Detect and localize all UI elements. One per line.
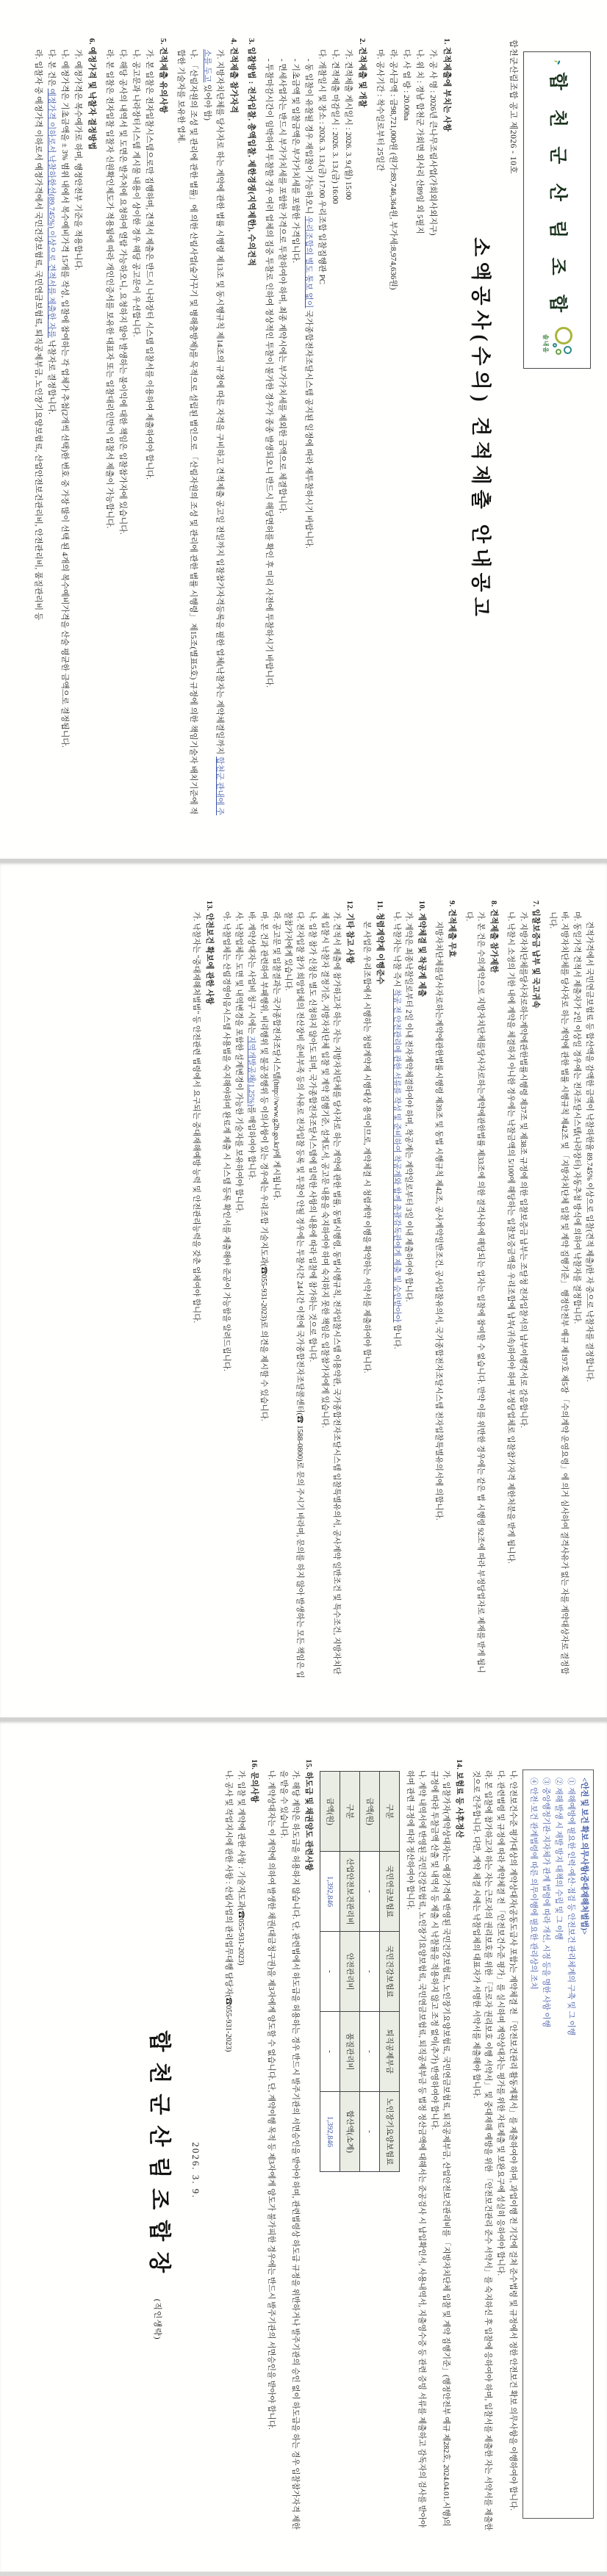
table-cell: - bbox=[320, 1932, 340, 2012]
list-item bbox=[342, 38, 354, 820]
list-item bbox=[387, 38, 399, 820]
list-item bbox=[517, 901, 528, 1679]
text-segment: 지역개발공채(1.25%) bbox=[246, 1036, 255, 1107]
text-segment: 15. 하도급 및 채권양도 관련사항 bbox=[304, 1759, 312, 1872]
section-heading bbox=[530, 901, 542, 1679]
list-item bbox=[318, 901, 342, 1679]
list-item bbox=[190, 901, 201, 1679]
page-2 bbox=[0, 859, 607, 1717]
section-heading bbox=[356, 38, 368, 820]
text-segment: 마. 공사기간 : 착수일로부터 25일간 bbox=[376, 49, 385, 171]
list-item bbox=[245, 901, 256, 1679]
text-segment: 아. bbox=[221, 912, 230, 923]
table-header-cell: 노인장기요양보험료 bbox=[379, 2092, 399, 2172]
text-segment: 가. 지방자치단체를 당사자로 하는 계약에 관한 법률 시행령 제13조 및 동시행규칙 제14조의 규정에 따른 자격을 구비하고 견적제출 공고일 전일까지 입찰참가자격등록을 필한 업체(낙찰자는 계약체결일까지 bbox=[215, 49, 224, 757]
list-item bbox=[426, 38, 439, 820]
list-item bbox=[400, 38, 412, 820]
text-segment: 나. 낙찰시 소정의 기한 내에 계약을 체결하지 아니한 경우에는 낙찰금액의 5/100에 해당하는 입찰보증금액을 우리조합에 납부(귀속)하여야 하며 부정당업체로 입찰참가자격 제한처분을 받게 됩니다. bbox=[506, 912, 514, 1564]
doc-number: 합천군산림조합 공고 제2026 - 10호 bbox=[509, 40, 517, 175]
text-segment: 라. 입찰자 중 예정가격 이하로서 예정가격에서 국민건강보험료, 국민연금보험료, 퇴직공제부금, 노인장기요양보험료, 산업안전보건관리비, 안전관리비, 품질관리비 등 bbox=[33, 49, 43, 621]
text-segment: 라. 공고문 및 입찰결과는 국가종합전자조달시스템(http://www.g2b.go.kr)에 게시됩니다. bbox=[271, 912, 280, 1200]
text-segment: 나. 입찰 참가 신청은 별도 신청하지 않아도 되며, 국가종합전자조달시스템에 입력한 사항의 내용에 따라 입찰에 참가하는 것으로 합니다. bbox=[308, 912, 317, 1363]
text-segment: 나. 낙찰자는 낙찰 즉시 bbox=[392, 912, 401, 989]
text-segment: 가. 입찰가자(계약상대자)는 예정가격에 반영된 국민건강보험료, 노인장기요양보험료, 국민연금보험료, 퇴직공제부금, 산업안전보건관리비를 「지방자치단체 입찰 및 계약 집행기준」(행정안전부 예규 제282호, 2024.04.01.시행)의 규정에 따라 투찰금액 산출 및 내역서 등 제출 시 낙찰률을 적용하지 않고 조정 없이(추가) 반영하여야 합니다. bbox=[430, 1770, 450, 2527]
list-item bbox=[143, 38, 155, 820]
text-segment: 가. 본 입찰은 전자입찰시스템으로만 집행하며, 견적서 제출은 반드시 나라장터 시스템 입찰서를 이용하여 제출하여야 합니다. bbox=[145, 49, 154, 480]
text-segment: 나. 공고문과 나라장터시스템 게시물 내용이 상이한 경우 해당 공고문이 우선합니다. bbox=[132, 49, 141, 337]
text-segment: 14. 보험료 등 사후정산 bbox=[454, 1759, 463, 1839]
table-header-cell: 퇴직공제부금 bbox=[379, 2012, 399, 2092]
table-cell: - bbox=[359, 1932, 379, 2012]
table-header-cell: 품질관리비 bbox=[340, 2012, 359, 2092]
table-header-cell: 금액(원) bbox=[320, 1772, 340, 1852]
list-item bbox=[58, 38, 71, 820]
dash-note bbox=[262, 38, 275, 820]
text-segment: 가. 낙찰자는 "중대재해처벌법" 등 안전관련 법령에서 요구되는 중대재해예방 능력 및 안전관리능력을 갖춘 업체여야 합니다. bbox=[192, 912, 201, 1324]
text-segment: 나. 「산림자원의 조성 및 관리에 관한 법률」에 의한 bbox=[189, 49, 198, 232]
list-item bbox=[546, 901, 570, 1679]
text-segment: 낙찰자로 결정합니다. bbox=[47, 338, 57, 414]
list-item bbox=[265, 1759, 276, 2533]
text-segment: 나. 견적제출 마감일시 : 2026. 3. 13.(금) 16:00 bbox=[330, 49, 340, 204]
text-segment: 가. 공 사 명 : 2026년 큰나무조림사업(가회외사외지구) bbox=[428, 49, 438, 236]
text-segment: 「산림자원의 조성 및 관리에 관한 법률 시행령」 제15조(별표5호) 규정에 의한 책임기술자 배치기준에 적합한 기술자를 보유한 업체. bbox=[176, 49, 198, 815]
list-item bbox=[270, 901, 281, 1679]
list-item bbox=[494, 1759, 506, 2533]
section-heading bbox=[453, 1759, 464, 2533]
safety-duty-box-title: <안전 및 보건 확보 의무사항(중대재해처벌법)> bbox=[580, 1778, 588, 1935]
list-item bbox=[129, 38, 142, 820]
text-segment: 산림사업(숲가꾸기 및 병해충방제)를 목적으로 설립된 법인으로 bbox=[189, 231, 198, 451]
text-segment: 라. 본 입찰은 전자입찰 입찰자 신원확인제도가 적용됨에 따라 개인인증서를 보유한 대표자 또는 입찰대리인만이 입찰서 제출이 가능합니다. bbox=[105, 49, 115, 529]
table-row bbox=[379, 1772, 399, 2172]
text-segment: 바. 계약상대자는 사업비 청구 시에는 bbox=[246, 912, 255, 1036]
text-segment: 합니다. bbox=[392, 1322, 401, 1349]
text-segment: 다. 전자입찰 참가 희망업체의 전산장비 준비부족 등의 사유로 전자입찰 등록 및 투찰이 안될 경우에는 투찰시간 24시간 이전에 국가종합전자조달콜센터(☎ 1588-0800)로 문의 주시기 바라며, 문의를 하지 않아 발생하는 모든 책임은 입찰참가자에게 있습니다. bbox=[284, 912, 304, 1678]
list-item bbox=[570, 901, 582, 1679]
table-header-cell: 국민건강보험료 bbox=[379, 1932, 399, 2012]
text-segment: - 기초금액 및 입찰금액은 부가가치세를 포함한 가격입니다. bbox=[290, 59, 300, 263]
text-segment: 가. 예정가격은 복수예가로 하며, 행정안전부 기준을 적용합니다. bbox=[73, 49, 83, 271]
seal-omitted-note: (직인생략) bbox=[152, 2298, 162, 2340]
text-segment: 다. 해당 공사의 내역서 및 도면은 발주처에 요청하여 열람 가능하오니, 요청하지 않아 발생하는 불이익에 대한 책임은 입찰참가자에 있습니다. bbox=[118, 49, 128, 535]
list-item bbox=[234, 1759, 246, 2533]
section-heading bbox=[157, 38, 169, 820]
text-segment: 착공 전 안전관리에 관한 서류를 작성 및 준비하여 착공계와 함께 총괄감독관에게 제출 및 승인받아야 bbox=[392, 989, 401, 1323]
text-segment: 다. 관련법령 및 규정에 따라 계약체결 전 「안전보건수준 평가」를 실시하며 계약상대자는 평가를 위한 자료제출 및 보완요구에 성실히 응하여야 합니다. bbox=[495, 1770, 504, 2276]
text-segment: 다. 사 업 량 : 20.00ha bbox=[402, 49, 412, 121]
text-segment: 있어야 함) bbox=[202, 82, 212, 120]
text-segment: 가. 계약은 최종낙찰일로부터 bbox=[404, 912, 413, 1010]
safety-duty-line: ④ 안전·보건 관계법령에 따른 의무이행에 필요한 관리상의 조치 bbox=[529, 1778, 538, 1990]
page-title: 소액공사(수의) 견적제출 안내공고 bbox=[470, 237, 492, 621]
text-segment: 4. 견적제출 참가자격 bbox=[229, 38, 238, 114]
table-header-cell: 합산액(소계) bbox=[340, 2092, 359, 2172]
list-item bbox=[390, 901, 402, 1679]
list-item bbox=[45, 38, 57, 820]
table-row bbox=[359, 1772, 379, 2172]
text-segment: - 동 입찰이 유찰될 경우 재입찰이 가능하오니 bbox=[304, 59, 313, 217]
list-item bbox=[71, 38, 84, 820]
list-item bbox=[220, 901, 231, 1679]
page-1-body bbox=[32, 38, 453, 820]
table-cell: 1,392,846 bbox=[320, 1852, 340, 1932]
dash-note bbox=[302, 38, 315, 820]
page-2-body bbox=[190, 901, 595, 1679]
text-segment: 가. 입찰 및 계약에 관한 사항 : 기술지도과(☎055-931-2023) bbox=[237, 1770, 245, 1966]
text-segment: 바. 지방자치단체를 당사자로 하는 계약에 관한 법률 시행규칙 제42조 및 「지방자치단체 입찰 및 계약 집행기준」 행정안전부 예규 제197호 제5장 「수의계약 운영요령」에 의거 심사하여 결격사유가 없는 자를 계약대상자로 결정합니다. bbox=[548, 912, 569, 1675]
dash-note bbox=[276, 38, 288, 820]
table-header-cell: 산업안전보건관리비 bbox=[340, 1852, 359, 1932]
section-heading bbox=[227, 38, 240, 820]
text-segment: 1. 견적제출에 부치는 사항 bbox=[442, 38, 452, 132]
list-item bbox=[174, 38, 199, 820]
list-item bbox=[277, 1759, 301, 2533]
text-segment: 낙찰업체는 산림경영이음시스템 사용법을 숙지해야하며 완료계 제출 시 시스템 등록 확인서를 제출해야 준공이 가능함을 알려드립니다. bbox=[221, 923, 230, 1371]
signer-name: 합천군산림조합장 bbox=[146, 2030, 171, 2284]
list-item bbox=[232, 901, 244, 1679]
section-heading bbox=[440, 38, 453, 820]
list-item bbox=[432, 901, 444, 1679]
list-item bbox=[504, 901, 516, 1679]
text-segment: 전자계약체결하여야 하며, 착공계는 계약일로부터 bbox=[404, 1038, 413, 1208]
list-item bbox=[462, 901, 486, 1679]
text-segment: 3. 입찰방법 : 전자입찰, 총액입찰, 제한경쟁(지역제한), 수의견적 bbox=[246, 38, 256, 267]
text-segment: - 면세사업자는 반드시 부가가치세를 포함한 가격으로 투찰하여야 하며, 최종 계약시에는 부가가치세를 제외한 금액으로 체결합니다. bbox=[277, 59, 287, 513]
table-cell: - bbox=[359, 2092, 379, 2172]
text-segment: 합천군 관내에 주소를 두고 bbox=[202, 49, 224, 815]
text-segment: 11. 청렴계약제 이행준수 bbox=[375, 901, 384, 985]
safety-duty-box bbox=[522, 1769, 594, 2519]
list-item bbox=[583, 901, 595, 1679]
text-segment: 우리조합의 별도 통보 없이 bbox=[304, 216, 313, 309]
list-item bbox=[306, 901, 317, 1679]
table-header-cell: 구분 bbox=[379, 1772, 399, 1852]
section-heading bbox=[445, 901, 457, 1679]
text-segment: 가. 견적서 제출에 참가하고자 하는 자는 지방자치단체를 당사자로 하는 계약에 관한 법률, 동법시행령, 동법시행규칙, 전자입찰시스템 이용약관, 국가종합전자조달시스템 입찰특별유의서, 공사계약 일반조건 및 특수조건, 지방자치단체 입찰시 낙찰자 결정기준, 지방자치단체 입찰 및 계약 집행기준, 설계도서, 공고문 내용을 숙지하여야 하며 숙지하지 못한 책임은 입찰참가자에게 있습니다. bbox=[320, 912, 340, 1675]
section-heading bbox=[487, 901, 499, 1679]
list-item bbox=[315, 38, 328, 820]
settlement-table bbox=[320, 1771, 400, 2172]
forest-coop-logo-icon bbox=[534, 59, 580, 65]
table-cell: - bbox=[320, 2012, 340, 2092]
text-segment: 2일 이내 bbox=[404, 1009, 413, 1039]
table-cell: - bbox=[359, 2012, 379, 2092]
section-heading bbox=[415, 901, 427, 1679]
list-item bbox=[282, 901, 306, 1679]
list-item bbox=[506, 1759, 518, 2533]
text-segment: 6. 예정가격 및 낙찰자 결정방법 bbox=[87, 38, 97, 151]
safety-duty-line: ③ 중앙행정기관·지자체가 관계 법령에 따라 개선, 시정 등을 명한 사항 이행 bbox=[542, 1778, 550, 2028]
text-segment: 13. 안전보건 확보에 관한 사항 bbox=[205, 901, 214, 1005]
table-header-cell: 안전관리비 bbox=[340, 1932, 359, 2012]
text-segment: 제출하여야 합니다. bbox=[404, 1235, 413, 1302]
text-segment: 3일 이내 bbox=[404, 1207, 413, 1236]
text-segment: 5. 견적제출 유의사항 bbox=[159, 38, 168, 114]
text-segment: 7. 입찰보증금 납부 및 국고귀속 bbox=[531, 901, 540, 1009]
dash-note bbox=[289, 38, 301, 820]
text-segment: 지방자치단체를당사자로하는계약에관한법률시행령 제39조 및 동법 시행규칙 제42조, 공사계약일반조건, 공사입찰유의서, 국가종합전자조달시스템 전자입찰특별유의서에 의합니다. bbox=[434, 921, 443, 1520]
solnaeeum-logo-icon bbox=[541, 327, 573, 361]
text-segment: 가. 본 건은 수의계약으로 지방자치단체를당사자로하는계약에관한법률 제33조에 의한 결격사유에 해당되는 업자는 입찰에 참여할 수 없습니다. 만약 이를 위반한 경우에는 같은 법 시행령 92조에 따라 부정당업자로 제재를 받게 됩니다. bbox=[464, 912, 484, 1673]
list-item bbox=[328, 38, 341, 820]
list-item bbox=[428, 1759, 451, 2533]
text-segment: 나. 계약상대자는 이 계약에 의하여 발생한 채권(대금청구권)을 제3자에게 양도할 수 없습니다. 단, 계약이행 목적 등 제3자에게 양도가 불가피한 경우에는 반드시 발주기관의 서면승인을 받아야 합니다. bbox=[266, 1770, 275, 2430]
list-item bbox=[404, 1759, 428, 2533]
text-segment: - 투찰마감시간이 임박하여 투찰할 경우 여러 업체의 집중 투찰로 인하여 정상적인 투찰이 불가한 경우가 종종 발생되오니 반드시 해당면허를 확인 후 미리 사전에 투찰하시기 바랍니다. bbox=[264, 59, 273, 688]
table-row bbox=[320, 1772, 340, 2172]
section-heading bbox=[373, 901, 385, 1679]
table-header-cell: 구분 bbox=[340, 1772, 359, 1852]
text-segment: 견적가격에서 국민연금보험료 등 합산액을 감액한 금액이 낙찰하한율 89.745% 이상으로 입찰(견적 제출)한 자 중으로 낙찰자를 결정합니다. bbox=[585, 921, 593, 1382]
brand-rings-icon bbox=[551, 327, 573, 361]
text-segment: 12. 기타 참고 사항 bbox=[345, 901, 353, 964]
section-heading bbox=[203, 901, 215, 1679]
list-item bbox=[413, 38, 425, 820]
text-segment: 다. 본 건은 bbox=[47, 49, 57, 89]
text-segment: 나. 위 치 : 경남 합천군 가회면 외사리 산89임 외 5필지 bbox=[415, 49, 425, 234]
text-segment: 나. 예정가격은 기초금액을 ± 3% 범위 내에서 복수예비가격 15개를 작성, 입찰에 참여하는 각 업체가 추첨(2개씩 선택)한 번호 중 가장 많이 선택 된 4개의 복수예비가격을 산술 평균한 금액으로 결정됩니다. bbox=[60, 49, 70, 748]
safety-duty-line: ② 재해 발생 시 재발 방지 대책의 수립 및 그 이행 bbox=[554, 1778, 563, 1941]
list-item bbox=[257, 901, 269, 1679]
list-item bbox=[373, 38, 386, 820]
table-cell: 1,392,846 bbox=[320, 2092, 340, 2172]
text-segment: 가. 해당 계약은 하도급을 허용하지 않습니다. 단, 관련법에서 하도급을 허용하는 경우 반드시 발주기관의 서면승인을 받아야 하며, 관련법령상 하도급 규정을 위반하거나 발주기관의 승인 없이 하도급을 하는 경우 입찰참가자격 제한을 받을 수 있습니다. bbox=[279, 1770, 299, 2530]
text-segment: 가. 견적제출 게시일시 : 2026. 3. 9.(월) 15:00 bbox=[344, 49, 353, 200]
text-segment: 마. 본 건과 관련하여 부패행위, 비리행위 및 불공정행위 등 이의사항이 있는 경우에는 우리조합 기술지도과(☎055-931-2023)로 의견을 제시할 수 있습니다. bbox=[259, 912, 267, 1421]
section-heading bbox=[343, 901, 355, 1679]
text-segment: 나. 계약 내역서에 반영된 국민건강보험료, 노인장기요양보험료, 국민연금보험료, 퇴직공제부금 등 법정 정산금액에 대해서는 준공검사 시 납입확인서, 사용내역서, 지출영수증 등 관련 증빙 서류를 제출하고 감독자의 검사를 받아야 하며 관련 규정에 따라 정산하여야 합니다. bbox=[406, 1770, 426, 2528]
text-segment: 나. 안전보건수준 평가대상의 계약상대자(공동도급사 포함)는 계약체결 전 「안전보건관리 활동계획서」를 제출하여야 하며, 과업이행 전 기간에 걸쳐 준수법령 및 규정에서 정한 안전보건 확보 의무사항을 이행하여야 합니다. bbox=[508, 1770, 517, 2511]
safety-duty-line: ① 재해예방에 필요한 인력·예산·점검 등 안전보건 관리체계의 구축 및 그 이행 bbox=[567, 1778, 575, 2036]
text-segment: 다. 개찰일시 및 장소 : 2026. 3. 13.(금) 17:00 우리조합 입찰집행관 PC bbox=[317, 49, 326, 284]
text-segment: 를 매입하여야 합니다. bbox=[246, 1106, 255, 1180]
brand-name: 솔내음 bbox=[542, 333, 550, 354]
list-item bbox=[470, 1759, 493, 2533]
text-segment: 사. 낙찰업체는 도면 및 내역변경을 포함한 설계변경이 가능한 기술자를 보유하여야 합니다. bbox=[234, 912, 243, 1213]
org-name: 합 천 군 산 림 조 합 bbox=[547, 72, 568, 320]
text-segment: 가. 지방자치단체를당사자로하는계약에관한법률시행령 제37조 및 제38조 규정에 의한 입찰보증금 납부는 조달청 전자입찰서의 납부이행각서로 갈음합니다. bbox=[518, 912, 527, 1428]
text-segment: 나. 공사 및 작업지시에 관한 사항 : 산림사업의 관리업무대행 담당자(☎055-931-2023) bbox=[224, 1770, 233, 2052]
text-segment: 라. 본 입찰에 참가하고자 하는 자는 근로자의 권리보호를 위한 「근로자 권리보호 이행 서약서」 및 중대재해 예방을 위한 「안전보건관리 준수 서약서」를 숙지하신 후 입찰에 응하여야 하며, 입찰서를 제출한 자는 서약서를 제출한 것으로 간주합니다. 다만, 계약 체결 시에는 낙찰업체의 대표자가 서명한 서약서를 제출해야 합니다. bbox=[471, 1770, 492, 2531]
section-heading bbox=[245, 38, 257, 820]
section-heading bbox=[248, 1759, 259, 2533]
list-item bbox=[201, 38, 226, 820]
table-cell: - bbox=[359, 1852, 379, 1932]
text-segment: 라. 공사금액 : 금98,721,000원 (원가:89,746,364원, 부가세:8,974,636원) bbox=[389, 49, 398, 290]
section-heading bbox=[302, 1759, 314, 2533]
list-item bbox=[103, 38, 115, 820]
table-header-cell: 금액(원) bbox=[359, 1772, 379, 1852]
page-3-body bbox=[222, 1759, 594, 2533]
list-item bbox=[32, 38, 44, 820]
text-segment: 8. 견적제출 참가제한 bbox=[489, 901, 498, 973]
text-segment: 2. 견적제출 및 개찰 bbox=[358, 38, 367, 108]
text-segment: 마. 동일가격 견적서 제출자가 2인 이상일 경우에는 전자조달시스템(나라장터) 자동추첨 방식에 의하여 낙찰자를 결정합니다. bbox=[572, 912, 581, 1324]
list-item bbox=[116, 38, 129, 820]
text-segment: 국가종합전자조달시스템 공지된 일정에 따라 재투찰하시기 바랍니다. bbox=[304, 308, 313, 549]
text-segment: 16. 문의사항 bbox=[249, 1759, 258, 1803]
text-segment: 10. 계약체결 및 착공계 제출 bbox=[417, 901, 426, 997]
page-1 bbox=[0, 0, 607, 859]
table-row bbox=[340, 1772, 359, 2172]
page-3 bbox=[0, 1717, 607, 2576]
org-banner bbox=[523, 51, 591, 369]
text-segment: 9. 견적제출 무효 bbox=[448, 901, 456, 958]
announcement-date: 2026. 3. 9. bbox=[190, 2142, 202, 2199]
list-item bbox=[403, 901, 414, 1679]
list-item bbox=[360, 901, 372, 1679]
list-item bbox=[222, 1759, 234, 2533]
signer-title bbox=[143, 1935, 176, 2435]
text-segment: 본 사업은 우리조합에서 시행하는 청렴계약제 시행대상 용역이므로, 계약체결 시 청렴계약 이행을 확약하는 서약서를 제출하여야 합니다. bbox=[362, 921, 370, 1374]
section-heading bbox=[85, 38, 98, 820]
text-segment: 예정가격 이하로서 낙찰하한선(89.745%) 이상으로 견적서를 제출한 자를 bbox=[47, 88, 57, 339]
table-header-cell: 국민연금보험료 bbox=[379, 1852, 399, 1932]
